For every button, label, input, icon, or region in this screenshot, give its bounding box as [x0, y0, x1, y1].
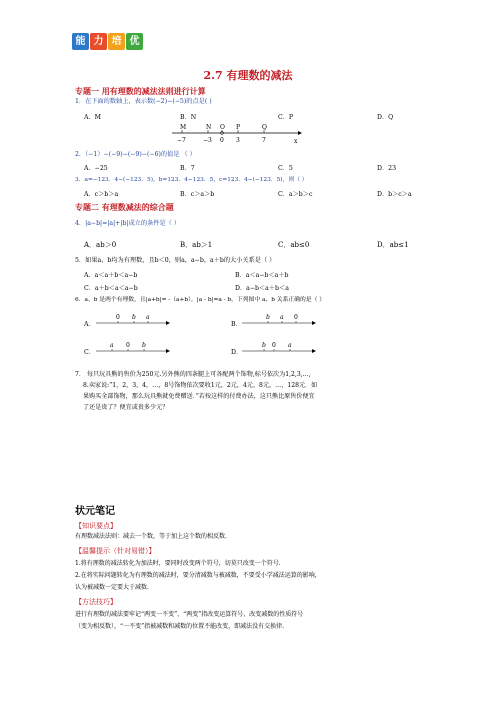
tip-line-3: 认为被减数一定要大于减数. — [75, 584, 149, 591]
q2-option-a: A．−25 — [84, 165, 108, 172]
q2-option-c: C．5 — [278, 165, 293, 172]
axis-letter-q: Q — [262, 124, 267, 131]
q1-option-b: B．N — [180, 114, 197, 121]
knowledge-text: 有理数减法法则：减去一个数，等于加上这个数的相反数. — [75, 533, 227, 540]
q2-option-b: B．7 — [180, 165, 195, 172]
topic-1-heading: 专题一 用有理数的减法法则进行计算 — [75, 86, 206, 96]
line-c-label-3: b — [142, 342, 146, 349]
q1-number-line — [168, 122, 308, 148]
q1-option-d: D．Q — [377, 114, 394, 121]
line-d-label-3: a — [288, 342, 292, 349]
axis-num-4: 3 — [236, 137, 240, 144]
logo-char-1: 能 — [72, 33, 89, 50]
topic-2-heading: 专题二 有理数减法的综合题 — [75, 202, 174, 212]
logo-char-3: 培 — [108, 33, 125, 50]
axis-letter-m: M — [180, 124, 187, 131]
line-a-label-1: 0 — [116, 314, 120, 321]
line-a-label-2: b — [132, 314, 136, 321]
q4-option-b: B．ab＞1 — [180, 241, 213, 249]
axis-letter-o: O — [220, 124, 225, 131]
q3-option-a: A．c＞b＞a — [84, 191, 119, 198]
line-c-label-1: a — [110, 342, 114, 349]
q7-line-1: 7． 每只玩具熊的售价为250元.另外熊的四条腿上可各配两个饰物,标号依次为1,2,3,…, — [75, 371, 311, 378]
tips-text — [75, 558, 321, 594]
q3-option-c: C．a＞b＞c — [278, 191, 313, 198]
question-1: 1．在下面的数轴上，表示数(−2)−(−5)的点是( ) — [75, 98, 212, 105]
q7-line-2: 8.卖家说:“1，2，3，4，…，8号饰物依次要收1元，2元，4元，8元，…，128元．如 — [83, 382, 318, 389]
method-line-1: 进行有理数的减法要牢记“两变一不变”，“两变”指改变运算符号、改变减数的性质符号 — [75, 611, 304, 618]
method-text — [75, 609, 303, 633]
q6-line-d — [240, 339, 320, 357]
q7-line-3: 果购买全部饰物，那么玩具熊就免费赠送．”若按这样的付费办法，这只熊比原售价便宜 — [83, 393, 315, 400]
tip-line-2: 2.在将实际问题转化为有理数的减法时，要分清减数与被减数，不要受小学减法运算的影响， — [75, 572, 321, 579]
axis-num-5: 7 — [262, 137, 266, 144]
line-d-label-2: 0 — [272, 342, 276, 349]
question-7 — [75, 369, 317, 413]
page-title: 2.7 有理数的减法 — [203, 69, 293, 82]
brand-logo — [72, 33, 143, 51]
q1-option-a: A．M — [84, 114, 101, 121]
line-b-label-1: b — [266, 314, 270, 321]
method-heading: 【方法技巧】 — [75, 598, 117, 606]
line-d-label-1: b — [262, 342, 266, 349]
method-line-2: （变为相反数），“一不变”指被减数和减数的位置不能改变，即减法没有交换律. — [75, 623, 285, 630]
q4-option-d: D．ab≤1 — [377, 241, 409, 249]
axis-num-2: −3 — [203, 137, 212, 144]
line-c-label-2: 0 — [126, 342, 130, 349]
axis-num-3: 0 — [220, 137, 224, 144]
question-6: 6．a、b 是两个有理数，且|a+b|= -（a+b），|a - b|=a - b，下列图中 a、b 关系正确的是（ ） — [75, 297, 326, 303]
q6-option-c: C． — [84, 349, 95, 356]
tip-line-1: 1.将有理数的减法转化为加法时，要同时改变两个符号，切莫只改变一个符号. — [75, 560, 281, 567]
tips-heading: 【温馨提示（针对易错）】 — [75, 547, 156, 555]
axis-x-label: x — [294, 138, 298, 145]
q3-option-d: D．b＞c＞a — [377, 191, 412, 198]
q5-option-d: D．a−b＜a＋b＜a — [235, 285, 289, 292]
question-5: 5．如果a、b均为有理数，且b＜0，则a，a−b，a＋b的大小关系是（ ） — [75, 257, 276, 264]
q5-option-a: A．a＜a＋b＜a−b — [84, 272, 138, 279]
q1-option-c: C．P — [278, 114, 294, 121]
logo-char-4: 优 — [126, 33, 143, 50]
q2-option-d: D．23 — [377, 165, 397, 172]
q5-option-c: C．a＋b＜a＜a−b — [84, 285, 138, 292]
question-4: 4．|a−b|=|a|+|b|成立的条件是（ ） — [75, 220, 180, 227]
q4-option-a: A．ab＞0 — [84, 241, 117, 249]
line-a-label-3: a — [146, 314, 150, 321]
q7-line-4: 了还是贵了？便宜或贵多少元？ — [83, 404, 169, 411]
line-b-label-3: 0 — [294, 314, 298, 321]
knowledge-heading: 【知识要点】 — [75, 522, 117, 530]
q6-line-c — [94, 339, 174, 357]
axis-letter-n: N — [206, 124, 212, 131]
question-3: 3．a=−123．4−(−123．5)，b=123．4−123．5，c=123．4−(−123．5)，则（ ） — [75, 177, 308, 183]
logo-char-2: 力 — [90, 33, 107, 50]
question-2: 2．（−1）−(−9)−(−9)−(−6)的值是 （ ） — [75, 151, 196, 158]
q4-option-c: C．ab≤0 — [278, 241, 310, 249]
q6-option-b: B． — [231, 321, 242, 328]
q6-option-a: A． — [84, 321, 95, 328]
q6-option-d: D． — [231, 349, 243, 356]
line-b-label-2: a — [280, 314, 284, 321]
notes-heading: 状元笔记 — [75, 506, 115, 517]
axis-letter-p: P — [236, 124, 241, 131]
q6-line-b — [240, 311, 320, 329]
axis-num-1: −7 — [177, 137, 186, 144]
q3-option-b: B．c＞a＞b — [180, 191, 215, 198]
q6-line-a — [94, 311, 174, 329]
q5-option-b: B．a＜a−b＜a＋b — [235, 272, 289, 279]
